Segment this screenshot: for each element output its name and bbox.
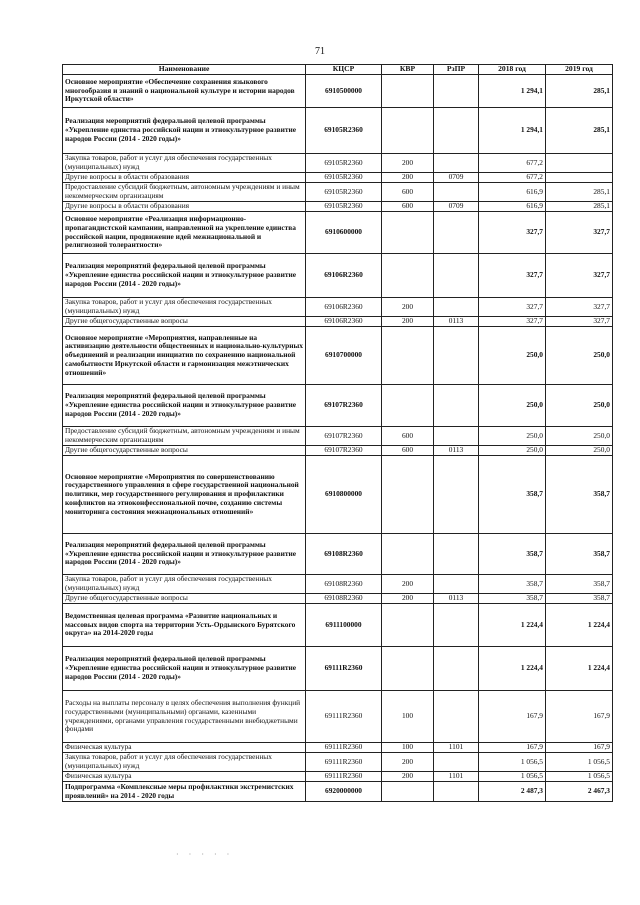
cell-rzpr — [434, 575, 479, 594]
table-row — [63, 327, 613, 385]
cell-name: Другие вопросы в области образования — [63, 173, 306, 183]
cell-2018: 327,7 — [479, 212, 546, 254]
cell-2018: 2 487,3 — [479, 782, 546, 802]
cell-kcsr: 69108R2360 — [306, 594, 382, 604]
cell-2018: 327,7 — [479, 298, 546, 317]
cell-kcsr: 69111R2360 — [306, 647, 382, 691]
cell-name: Другие общегосударственные вопросы — [63, 446, 306, 456]
cell-2019: 358,7 — [546, 575, 613, 594]
cell-kcsr: 6910600000 — [306, 212, 382, 254]
cell-rzpr: 0113 — [434, 317, 479, 327]
table-row — [63, 154, 613, 173]
table-row — [63, 604, 613, 647]
cell-name: Реализация мероприятий федеральной целевой программы «Укрепление единства российской нации и этнокультурное развитие народов России (2014 - 2020 годы)» — [63, 534, 306, 575]
table-row — [63, 317, 613, 327]
cell-rzpr — [434, 254, 479, 298]
cell-name: Другие вопросы в области образования — [63, 202, 306, 212]
cell-kcsr: 69105R2360 — [306, 108, 382, 154]
cell-2019: 358,7 — [546, 456, 613, 534]
cell-2018: 616,9 — [479, 202, 546, 212]
cell-2019: 285,1 — [546, 108, 613, 154]
cell-kvr — [382, 385, 434, 427]
cell-rzpr — [434, 75, 479, 108]
cell-2018: 250,0 — [479, 446, 546, 456]
cell-2018: 358,7 — [479, 456, 546, 534]
cell-kcsr: 69107R2360 — [306, 427, 382, 446]
cell-name: Реализация мероприятий федеральной целевой программы «Укрепление единства российской нации и этнокультурное развитие народов России (2014 - 2020 годы)» — [63, 647, 306, 691]
cell-kcsr: 69105R2360 — [306, 183, 382, 202]
cell-2018: 1 056,5 — [479, 772, 546, 782]
cell-name: Ведомственная целевая программа «Развитие национальных и массовых видов спорта на территории Усть-Ордынского Бурятского округа» на 2014-2020 годы — [63, 604, 306, 647]
cell-kvr — [382, 327, 434, 385]
cell-2019: 285,1 — [546, 202, 613, 212]
cell-name: Закупка товаров, работ и услуг для обеспечения государственных (муниципальных) нужд — [63, 575, 306, 594]
header-rzpr: РзПР — [434, 65, 479, 75]
cell-rzpr — [434, 456, 479, 534]
page-number: 71 — [315, 46, 325, 57]
cell-2019: 1 056,5 — [546, 772, 613, 782]
cell-2019: 250,0 — [546, 385, 613, 427]
cell-kcsr: 69107R2360 — [306, 385, 382, 427]
cell-rzpr — [434, 108, 479, 154]
cell-2018: 677,2 — [479, 154, 546, 173]
cell-2019: 327,7 — [546, 317, 613, 327]
cell-2018: 327,7 — [479, 254, 546, 298]
table-body — [63, 75, 613, 802]
cell-kcsr: 69106R2360 — [306, 298, 382, 317]
cell-rzpr — [434, 534, 479, 575]
cell-kvr — [382, 456, 434, 534]
cell-name: Предоставление субсидий бюджетным, автономным учреждениям и иным некоммерческим организациям — [63, 183, 306, 202]
cell-2019 — [546, 154, 613, 173]
cell-kcsr: 6910700000 — [306, 327, 382, 385]
cell-kcsr: 69111R2360 — [306, 743, 382, 753]
cell-kcsr: 69108R2360 — [306, 534, 382, 575]
cell-rzpr — [434, 782, 479, 802]
table-row — [63, 743, 613, 753]
cell-kcsr: 69105R2360 — [306, 202, 382, 212]
table-row — [63, 575, 613, 594]
cell-name: Физическая культура — [63, 772, 306, 782]
header-name: Наименование — [63, 65, 306, 75]
cell-kcsr: 6911100000 — [306, 604, 382, 647]
cell-2018: 358,7 — [479, 594, 546, 604]
table-row — [63, 183, 613, 202]
cell-kvr: 200 — [382, 594, 434, 604]
cell-2019: 1 224,4 — [546, 604, 613, 647]
budget-table — [62, 64, 613, 802]
cell-rzpr — [434, 183, 479, 202]
table-row — [63, 753, 613, 772]
cell-2018: 358,7 — [479, 575, 546, 594]
cell-2018: 1 294,1 — [479, 75, 546, 108]
cell-2019: 1 224,4 — [546, 647, 613, 691]
cell-kcsr: 69111R2360 — [306, 691, 382, 743]
cell-name: Расходы на выплаты персоналу в целях обеспечения выполнения функций государственными (муниципальными) органами, казенными учреждениями, органами управления государственными внебюджетными фондами — [63, 691, 306, 743]
cell-name: Закупка товаров, работ и услуг для обеспечения государственных (муниципальных) нужд — [63, 154, 306, 173]
cell-rzpr — [434, 753, 479, 772]
cell-kvr: 200 — [382, 753, 434, 772]
cell-kcsr: 69108R2360 — [306, 575, 382, 594]
cell-kvr: 600 — [382, 202, 434, 212]
cell-rzpr — [434, 327, 479, 385]
cell-2019 — [546, 173, 613, 183]
cell-kvr — [382, 254, 434, 298]
cell-name: Подпрограмма «Комплексные меры профилактики экстремистских проявлений» на 2014 - 2020 годы — [63, 782, 306, 802]
cell-2019: 285,1 — [546, 183, 613, 202]
table-row — [63, 647, 613, 691]
cell-rzpr — [434, 298, 479, 317]
cell-name: Основное мероприятие «Обеспечение сохранения языкового многообразия и знаний о национальной культуре и истории народов Иркутской области» — [63, 75, 306, 108]
table-row — [63, 427, 613, 446]
cell-2018: 358,7 — [479, 534, 546, 575]
cell-2018: 167,9 — [479, 691, 546, 743]
table-row — [63, 108, 613, 154]
cell-2018: 250,0 — [479, 385, 546, 427]
cell-kvr — [382, 604, 434, 647]
cell-kcsr: 69106R2360 — [306, 317, 382, 327]
cell-kcsr: 69105R2360 — [306, 173, 382, 183]
table-row — [63, 212, 613, 254]
cell-kvr — [382, 782, 434, 802]
cell-2019: 285,1 — [546, 75, 613, 108]
table-row — [63, 534, 613, 575]
cell-name: Предоставление субсидий бюджетным, автономным учреждениям и иным некоммерческим организациям — [63, 427, 306, 446]
table-row — [63, 298, 613, 317]
header-year-2019: 2019 год — [546, 65, 613, 75]
cell-kvr: 200 — [382, 317, 434, 327]
cell-kcsr: 6920000000 — [306, 782, 382, 802]
cell-2018: 1 056,5 — [479, 753, 546, 772]
cell-kvr: 100 — [382, 691, 434, 743]
cell-rzpr: 0113 — [434, 446, 479, 456]
table-row — [63, 772, 613, 782]
cell-rzpr — [434, 385, 479, 427]
table-row — [63, 782, 613, 802]
cell-2018: 250,0 — [479, 427, 546, 446]
cell-kvr — [382, 212, 434, 254]
cell-kcsr: 69111R2360 — [306, 753, 382, 772]
table-row — [63, 254, 613, 298]
cell-rzpr: 0709 — [434, 173, 479, 183]
cell-rzpr: 1101 — [434, 772, 479, 782]
cell-name: Другие общегосударственные вопросы — [63, 594, 306, 604]
cell-kvr — [382, 647, 434, 691]
cell-name: Другие общегосударственные вопросы — [63, 317, 306, 327]
cell-name: Закупка товаров, работ и услуг для обеспечения государственных (муниципальных) нужд — [63, 298, 306, 317]
cell-rzpr — [434, 604, 479, 647]
cell-2019: 250,0 — [546, 427, 613, 446]
cell-2019: 250,0 — [546, 446, 613, 456]
cell-2019: 250,0 — [546, 327, 613, 385]
cell-name: Основное мероприятие «Мероприятия, направленные на активизацию деятельности общественных и национально-культурных объединений и реализации инициатив по сохранению национальной самобытности Иркутской области и гармонизация межэтнических отношений» — [63, 327, 306, 385]
cell-rzpr — [434, 154, 479, 173]
cell-kvr: 200 — [382, 154, 434, 173]
header-kcsr: КЦСР — [306, 65, 382, 75]
header-year-2018: 2018 год — [479, 65, 546, 75]
cell-kvr: 100 — [382, 743, 434, 753]
cell-kvr: 600 — [382, 183, 434, 202]
cell-2019: 327,7 — [546, 298, 613, 317]
cell-2019: 327,7 — [546, 212, 613, 254]
cell-kvr — [382, 534, 434, 575]
cell-kvr: 200 — [382, 772, 434, 782]
cell-rzpr: 0709 — [434, 202, 479, 212]
cell-kcsr: 6910800000 — [306, 456, 382, 534]
cell-2019: 358,7 — [546, 594, 613, 604]
cell-2018: 1 294,1 — [479, 108, 546, 154]
cell-2018: 677,2 — [479, 173, 546, 183]
cell-kvr: 600 — [382, 446, 434, 456]
cell-name: Реализация мероприятий федеральной целевой программы «Укрепление единства российской нации и этнокультурное развитие народов России (2014 - 2020 годы)» — [63, 108, 306, 154]
cell-2018: 327,7 — [479, 317, 546, 327]
cell-kvr: 200 — [382, 298, 434, 317]
table-row — [63, 75, 613, 108]
table-row — [63, 691, 613, 743]
table-row — [63, 446, 613, 456]
cell-2019: 358,7 — [546, 534, 613, 575]
cell-2019: 2 467,3 — [546, 782, 613, 802]
cell-rzpr — [434, 427, 479, 446]
cell-2018: 1 224,4 — [479, 604, 546, 647]
cell-kvr — [382, 75, 434, 108]
cell-2019: 327,7 — [546, 254, 613, 298]
cell-kvr: 200 — [382, 173, 434, 183]
scan-artifact: · · · · · — [176, 850, 234, 859]
cell-kcsr: 69105R2360 — [306, 154, 382, 173]
cell-2019: 1 056,5 — [546, 753, 613, 772]
cell-name: Физическая культура — [63, 743, 306, 753]
cell-2018: 167,9 — [479, 743, 546, 753]
table-row — [63, 173, 613, 183]
cell-rzpr — [434, 212, 479, 254]
cell-kcsr: 69107R2360 — [306, 446, 382, 456]
cell-kcsr: 69111R2360 — [306, 772, 382, 782]
header-kvr: КВР — [382, 65, 434, 75]
cell-name: Закупка товаров, работ и услуг для обеспечения государственных (муниципальных) нужд — [63, 753, 306, 772]
cell-2018: 616,9 — [479, 183, 546, 202]
cell-name: Реализация мероприятий федеральной целевой программы «Укрепление единства российской нации и этнокультурное развитие народов России (2014 - 2020 годы)» — [63, 385, 306, 427]
cell-name: Основное мероприятие «Реализация информационно-пропагандистской кампании, направленной на укрепление единства российской нации, продвижение идей межнациональной и религиозной толерантности» — [63, 212, 306, 254]
cell-kvr: 200 — [382, 575, 434, 594]
cell-name: Реализация мероприятий федеральной целевой программы «Укрепление единства российской нации и этнокультурное развитие народов России (2014 - 2020 годы)» — [63, 254, 306, 298]
cell-rzpr — [434, 647, 479, 691]
cell-2018: 1 224,4 — [479, 647, 546, 691]
cell-kcsr: 69106R2360 — [306, 254, 382, 298]
cell-2019: 167,9 — [546, 691, 613, 743]
table-header-row — [63, 65, 613, 75]
table-row — [63, 202, 613, 212]
cell-name: Основное мероприятие «Мероприятия по совершенствованию государственного управления в сфере государственной национальной политики, мер государственного регулирования и профилактики конфликтов на этноконфессиональной почве, созданию системы мониторинга состояния межнациональных отношений» — [63, 456, 306, 534]
table-row — [63, 594, 613, 604]
cell-2018: 250,0 — [479, 327, 546, 385]
cell-kvr: 600 — [382, 427, 434, 446]
cell-rzpr — [434, 691, 479, 743]
cell-rzpr: 0113 — [434, 594, 479, 604]
cell-rzpr: 1101 — [434, 743, 479, 753]
table-row — [63, 456, 613, 534]
cell-kcsr: 6910500000 — [306, 75, 382, 108]
table-row — [63, 385, 613, 427]
cell-2019: 167,9 — [546, 743, 613, 753]
cell-kvr — [382, 108, 434, 154]
